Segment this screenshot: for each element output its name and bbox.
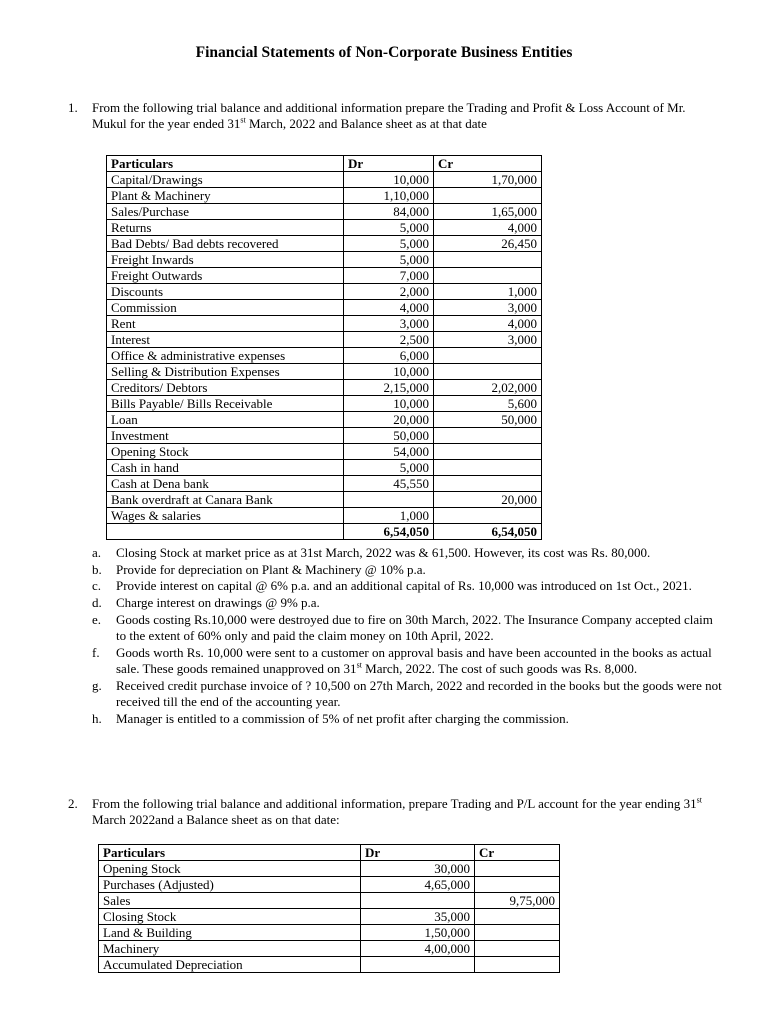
table-cell: Creditors/ Debtors xyxy=(107,380,344,396)
note-text: Goods costing Rs.10,000 were destroyed due to fire on 30th March, 2022. The Insurance Company accepted claim to the extent of 60% only and paid the claim money on 10th April, 2022. xyxy=(116,611,713,644)
table-row xyxy=(99,909,560,925)
table-cell: 4,65,000 xyxy=(361,877,475,893)
table-row xyxy=(107,492,542,508)
note-item xyxy=(92,612,722,644)
table-cell: Returns xyxy=(107,220,344,236)
table-cell xyxy=(361,893,475,909)
table-row xyxy=(99,957,560,973)
table-cell: 1,000 xyxy=(434,284,542,300)
table-cell: Interest xyxy=(107,332,344,348)
table-cell xyxy=(475,909,560,925)
note-letter: e. xyxy=(92,611,102,627)
table-row xyxy=(107,252,542,268)
table-cell: Sales/Purchase xyxy=(107,204,344,220)
table-cell: Discounts xyxy=(107,284,344,300)
table-row xyxy=(107,364,542,380)
table-cell: 9,75,000 xyxy=(475,893,560,909)
note-letter: g. xyxy=(92,677,102,693)
table-cell: Opening Stock xyxy=(99,861,361,877)
table-row xyxy=(99,941,560,957)
table-cell: Sales xyxy=(99,893,361,909)
table-row xyxy=(107,444,542,460)
table-cell: 50,000 xyxy=(344,428,434,444)
note-item xyxy=(92,562,722,578)
note-item xyxy=(92,595,722,611)
table-cell xyxy=(434,348,542,364)
table-cell: Cash in hand xyxy=(107,460,344,476)
table-cell: 10,000 xyxy=(344,172,434,188)
table-cell: 1,10,000 xyxy=(344,188,434,204)
table-cell: 3,000 xyxy=(344,316,434,332)
table-cell: 4,000 xyxy=(434,316,542,332)
table-cell: Accumulated Depreciation xyxy=(99,957,361,973)
table-cell: 6,54,050 xyxy=(434,524,542,540)
note-letter: b. xyxy=(92,561,102,577)
table-row xyxy=(99,877,560,893)
table-cell: 1,65,000 xyxy=(434,204,542,220)
table-cell: 20,000 xyxy=(434,492,542,508)
table-row xyxy=(107,460,542,476)
table-cell: 30,000 xyxy=(361,861,475,877)
table-cell: Particulars xyxy=(107,156,344,172)
table-cell: 5,600 xyxy=(434,396,542,412)
table-cell xyxy=(434,476,542,492)
table-cell xyxy=(434,460,542,476)
table-row xyxy=(107,268,542,284)
table-cell: Opening Stock xyxy=(107,444,344,460)
trial-balance-table-1 xyxy=(106,155,542,540)
table-cell xyxy=(107,524,344,540)
table-cell: 2,500 xyxy=(344,332,434,348)
question-number: 1. xyxy=(68,100,78,115)
table-cell: 6,000 xyxy=(344,348,434,364)
table-cell: Land & Building xyxy=(99,925,361,941)
question-number: 2. xyxy=(68,796,78,811)
table-row xyxy=(107,284,542,300)
question-2 xyxy=(68,796,723,828)
note-letter: h. xyxy=(92,710,102,726)
table-cell: 4,00,000 xyxy=(361,941,475,957)
note-item xyxy=(92,711,722,727)
table-cell xyxy=(434,188,542,204)
table-cell: Machinery xyxy=(99,941,361,957)
table-cell: 4,000 xyxy=(434,220,542,236)
table-row xyxy=(107,348,542,364)
table-row xyxy=(107,236,542,252)
table-cell: Closing Stock xyxy=(99,909,361,925)
trial-balance-table-2 xyxy=(98,844,560,973)
table-row xyxy=(107,316,542,332)
table-row xyxy=(107,412,542,428)
table-cell: Rent xyxy=(107,316,344,332)
note-item: f. Goods worth Rs. 10,000 were sent to a customer on approval basis and have been accounted in the books as actual sale. These goods remained unapproved on 31st March, 2022. The cost of such goods was Rs. 8,000. xyxy=(92,644,712,676)
table-cell: 1,000 xyxy=(344,508,434,524)
table-cell xyxy=(434,364,542,380)
table-cell: Bad Debts/ Bad debts recovered xyxy=(107,236,344,252)
question-1 xyxy=(68,100,723,132)
page-title: Financial Statements of Non-Corporate Business Entities xyxy=(195,44,573,61)
table-cell: 1,70,000 xyxy=(434,172,542,188)
table-header-row xyxy=(107,156,542,172)
note-letter: d. xyxy=(92,595,102,611)
table-cell xyxy=(475,861,560,877)
table-cell: 45,550 xyxy=(344,476,434,492)
note-item xyxy=(92,678,722,710)
table-row xyxy=(107,380,542,396)
note-item xyxy=(92,578,722,594)
table-cell: 3,000 xyxy=(434,300,542,316)
note-letter: a. xyxy=(92,545,102,560)
table-cell xyxy=(361,957,475,973)
table-cell xyxy=(434,268,542,284)
table-cell: Wages & salaries xyxy=(107,508,344,524)
table-cell: 10,000 xyxy=(344,364,434,380)
table-header-row xyxy=(99,845,560,861)
question-text: From the following trial balance and additional information, prepare Trading and P/L account for the year ending 31st March 2022and a Balance sheet as on that date: xyxy=(92,795,702,827)
table-cell: 50,000 xyxy=(434,412,542,428)
table-row xyxy=(99,925,560,941)
table-cell: Investment xyxy=(107,428,344,444)
table-cell: Cash at Dena bank xyxy=(107,476,344,492)
table-row xyxy=(107,204,542,220)
additional-information-list xyxy=(92,545,722,727)
table-cell: 20,000 xyxy=(344,412,434,428)
note-letter: f. xyxy=(92,644,100,660)
table-row xyxy=(107,428,542,444)
table-row xyxy=(107,508,542,524)
table-cell: Cr xyxy=(434,156,542,172)
table-row xyxy=(107,220,542,236)
table-cell: 3,000 xyxy=(434,332,542,348)
table-cell: Selling & Distribution Expenses xyxy=(107,364,344,380)
table-cell: 5,000 xyxy=(344,220,434,236)
note-text: Provide interest on capital @ 6% p.a. and an additional capital of Rs. 10,000 was introduced on 1st Oct., 2021. xyxy=(116,578,692,594)
note-text: Received credit purchase invoice of ? 10,500 on 27th March, 2022 and recorded in the books but the goods were not received till the end of the accounting year. xyxy=(116,677,722,709)
note-text: Provide for depreciation on Plant & Machinery @ 10% p.a. xyxy=(116,561,426,577)
table-cell: Particulars xyxy=(99,845,361,861)
table-cell xyxy=(434,252,542,268)
note-text: Charge interest on drawings @ 9% p.a. xyxy=(116,595,320,611)
table-row xyxy=(107,396,542,412)
table-cell: 26,450 xyxy=(434,236,542,252)
note-text: Closing Stock at market price as at 31st March, 2022 was & 61,500. However, its cost was Rs. 80,000. xyxy=(116,545,651,560)
table-cell xyxy=(434,508,542,524)
table-row xyxy=(107,332,542,348)
table-cell xyxy=(475,877,560,893)
table-cell: 5,000 xyxy=(344,252,434,268)
table-row xyxy=(107,188,542,204)
table-cell: Commission xyxy=(107,300,344,316)
table-cell xyxy=(475,957,560,973)
table-cell: 35,000 xyxy=(361,909,475,925)
table-row xyxy=(99,861,560,877)
table-cell: Dr xyxy=(344,156,434,172)
table-cell: 7,000 xyxy=(344,268,434,284)
table-cell: Cr xyxy=(475,845,560,861)
table-cell: Loan xyxy=(107,412,344,428)
table-cell: Capital/Drawings xyxy=(107,172,344,188)
table-cell xyxy=(475,925,560,941)
note-letter: c. xyxy=(92,578,102,594)
table-cell: Purchases (Adjusted) xyxy=(99,877,361,893)
table-cell: 5,000 xyxy=(344,460,434,476)
table-cell xyxy=(434,428,542,444)
table-cell: 4,000 xyxy=(344,300,434,316)
table-cell xyxy=(434,444,542,460)
table-cell xyxy=(475,941,560,957)
table-row xyxy=(107,476,542,492)
table-row xyxy=(107,300,542,316)
table-cell: Freight Inwards xyxy=(107,252,344,268)
table-cell: 2,02,000 xyxy=(434,380,542,396)
table-cell xyxy=(344,492,434,508)
table-row xyxy=(107,172,542,188)
table-cell: 10,000 xyxy=(344,396,434,412)
table-cell: 1,50,000 xyxy=(361,925,475,941)
table-cell: Bank overdraft at Canara Bank xyxy=(107,492,344,508)
table-cell: 54,000 xyxy=(344,444,434,460)
table-cell: Bills Payable/ Bills Receivable xyxy=(107,396,344,412)
table-cell: Dr xyxy=(361,845,475,861)
question-text: From the following trial balance and additional information prepare the Trading and Profit & Loss Account of Mr. Mukul for the year ended 31st March, 2022 and Balance sheet as at that date xyxy=(92,100,686,131)
table-cell: Freight Outwards xyxy=(107,268,344,284)
table-cell: 2,000 xyxy=(344,284,434,300)
note-text: Manager is entitled to a commission of 5% of net profit after charging the commission. xyxy=(116,710,569,726)
table-cell: 2,15,000 xyxy=(344,380,434,396)
table-cell: Plant & Machinery xyxy=(107,188,344,204)
table-cell: Office & administrative expenses xyxy=(107,348,344,364)
note-item xyxy=(92,545,722,561)
table-row xyxy=(99,893,560,909)
table-total-row xyxy=(107,524,542,540)
table-cell: 6,54,050 xyxy=(344,524,434,540)
table-cell: 5,000 xyxy=(344,236,434,252)
table-cell: 84,000 xyxy=(344,204,434,220)
